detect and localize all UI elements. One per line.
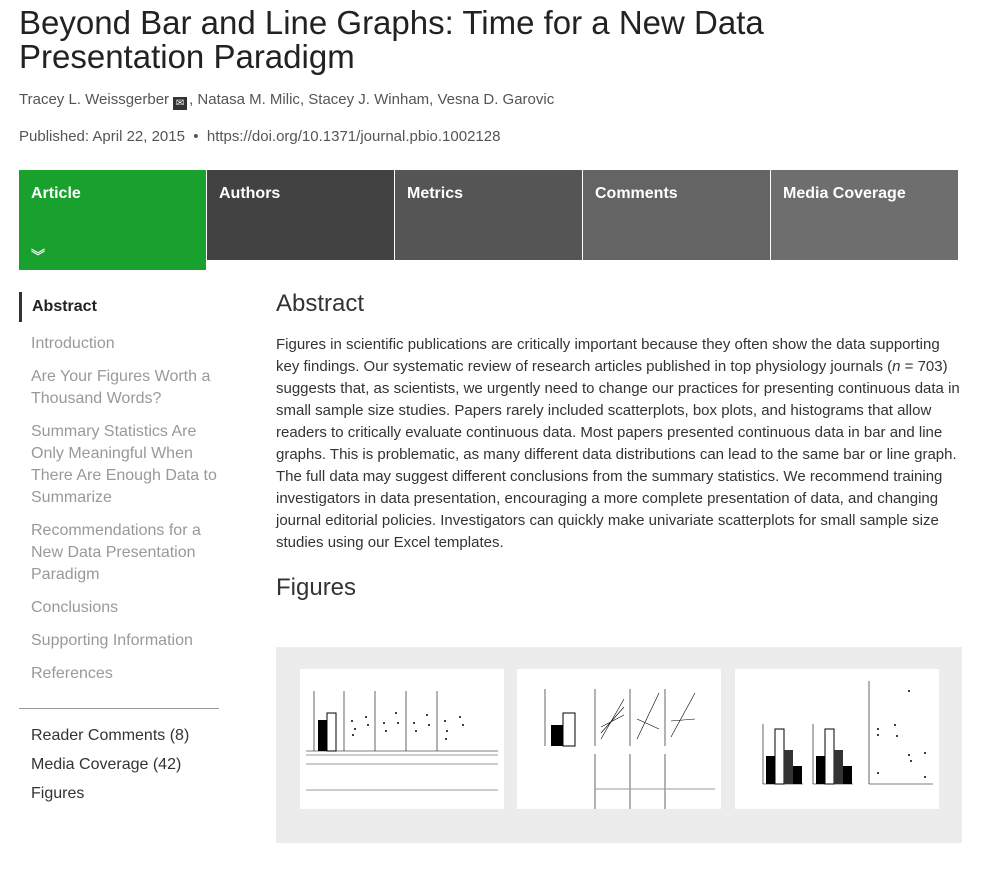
section-nav (19, 292, 219, 808)
abstract-text (276, 334, 962, 554)
nav-supporting-information[interactable]: Supporting Information (31, 632, 193, 649)
figures-carousel (276, 647, 962, 843)
tab-label: Metrics (407, 185, 464, 202)
published-date: Published: April 22, 2015 (19, 128, 185, 145)
author-link[interactable]: Tracey L. Weissgerber (19, 91, 170, 108)
author-link[interactable]: Natasa M. Milic (197, 91, 300, 108)
abstract-n: n (892, 358, 901, 375)
tab-media-coverage[interactable] (771, 170, 958, 260)
nav-conclusions[interactable]: Conclusions (31, 599, 119, 616)
abstract-text-part: Figures in scientific publications are critically important because they often show the data supporting key findings. Our systematic review of research articles published in top physiology journals ( (276, 336, 940, 375)
media-coverage-link[interactable]: Media Coverage (42) (31, 756, 182, 773)
tab-comments[interactable] (583, 170, 770, 260)
author-link[interactable]: Stacey J. Winham (308, 91, 430, 108)
figures-link[interactable]: Figures (31, 785, 85, 802)
author-link[interactable]: Vesna D. Garovic (437, 91, 555, 108)
abstract-text-part: = 703) suggests that, as scientists, we urgently need to change our practices for presenting continuous data in small sample size studies. Papers rarely included scatterplots, box plots, and histograms that allow readers to critically evaluate continuous data. Most papers presented continuous data in bar and line graphs. This is problematic, as many different data distributions can lead to the same bar or line graph. The full data may suggest different conclusions from the summary statistics. We recommend training investigators in data presentation, encouraging a more complete presentation of data, and changing journal editorial policies. Investigators can quickly make univariate scatterplots for small sample size studies using our Excel templates. (276, 358, 960, 551)
reader-comments-link[interactable]: Reader Comments (8) (31, 727, 190, 744)
nav-summary-statistics[interactable]: Summary Statistics Are Only Meaningful When There Are Enough Data to Summarize (31, 423, 217, 506)
nav-references[interactable]: References (31, 665, 113, 682)
tab-label: Authors (219, 185, 281, 202)
tab-label: Media Coverage (783, 185, 906, 202)
tab-label: Comments (595, 185, 678, 202)
nav-abstract[interactable]: Abstract (19, 292, 219, 322)
figure-3-image (735, 669, 939, 809)
nav-recommendations[interactable]: Recommendations for a New Data Presentation Paradigm (31, 522, 201, 583)
publication-info: Published: April 22, 2015 • https://doi.org/10.1371/journal.pbio.1002128 (19, 128, 501, 145)
author-list: Tracey L. Weissgerber ✉ , Natasa M. Milic, Stacey J. Winham, Vesna D. Garovic (19, 91, 555, 109)
figure-1-image (300, 669, 504, 809)
article-body (276, 290, 962, 602)
nav-figures-worth[interactable]: Are Your Figures Worth a Thousand Words? (31, 368, 211, 407)
tab-authors[interactable] (207, 170, 394, 260)
figure-thumbnail-1[interactable] (300, 669, 504, 809)
figure-thumbnail-3[interactable] (735, 669, 939, 809)
figure-2-image (517, 669, 721, 809)
figure-thumbnail-2[interactable] (517, 669, 721, 809)
abstract-heading: Abstract (276, 290, 365, 317)
divider (19, 708, 219, 709)
double-chevron-down-icon: ︾ (31, 248, 45, 264)
tab-article[interactable] (19, 170, 206, 270)
article-tabs (19, 170, 959, 270)
doi-link[interactable]: https://doi.org/10.1371/journal.pbio.1002128 (206, 128, 501, 145)
article-title: Beyond Bar and Line Graphs: Time for a New Data Presentation Paradigm (19, 4, 764, 75)
email-icon[interactable]: ✉ (173, 97, 187, 110)
tab-label: Article (31, 185, 81, 202)
tab-metrics[interactable] (395, 170, 582, 260)
nav-introduction[interactable]: Introduction (31, 335, 115, 352)
figures-heading: Figures (276, 574, 357, 601)
